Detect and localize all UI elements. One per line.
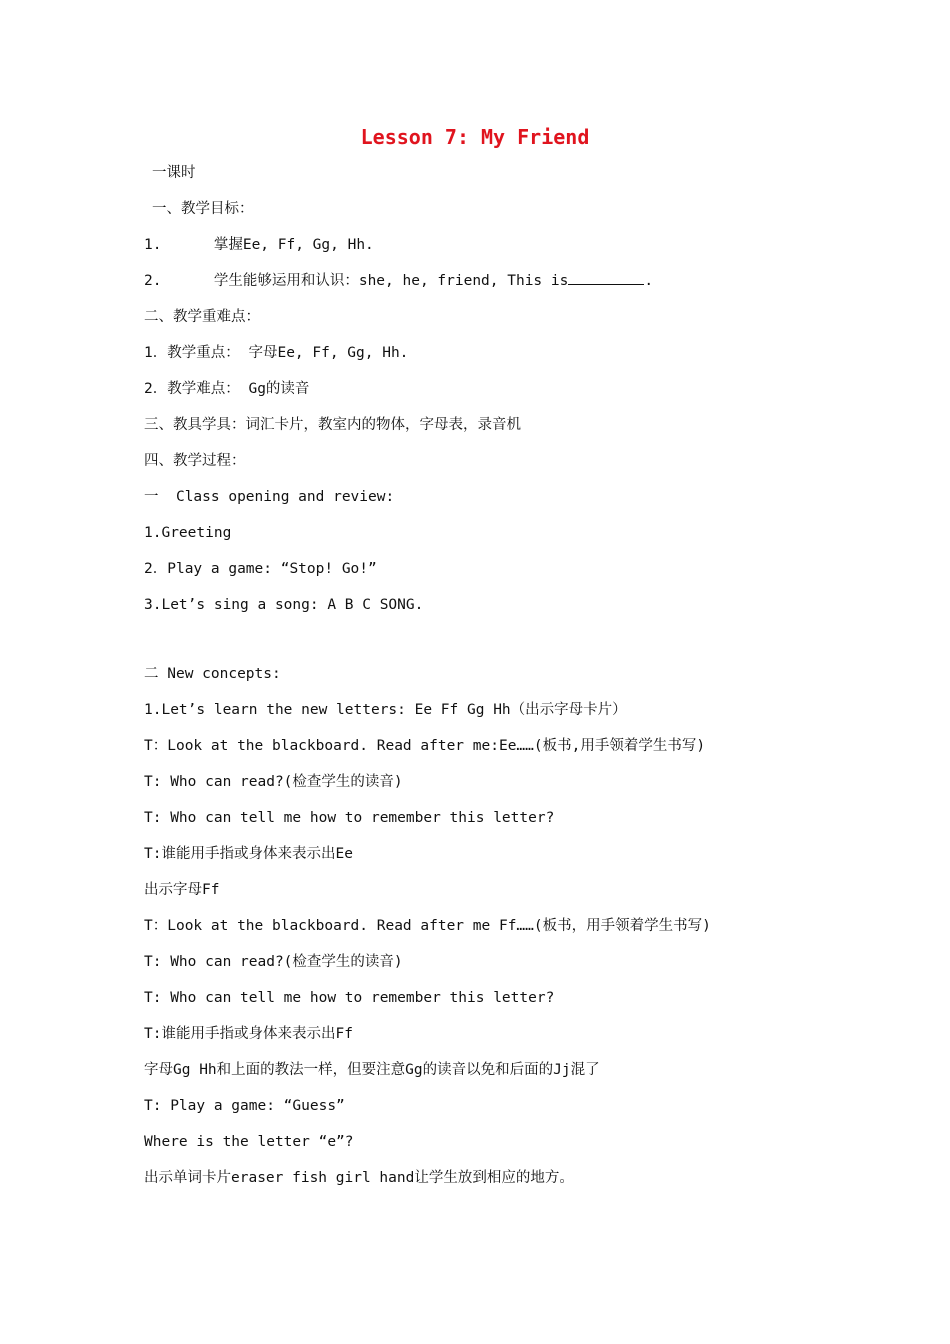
concept-line-3: T: Who can read?(检查学生的读音) — [144, 774, 403, 790]
opening-item-1: 1.Greeting — [144, 525, 232, 541]
goal-item-2-suffix: . — [644, 273, 654, 289]
concept-line-9: T: Who can tell me how to remember this letter? — [144, 990, 555, 1006]
goal-item-1: 1. 掌握Ee, Ff, Gg, Hh. — [144, 237, 374, 253]
opening-item-3: 3.Let’s sing a song: A B C SONG. — [144, 597, 424, 613]
section-heading-process: 四、教学过程： — [144, 453, 246, 469]
concept-line-11: 字母Gg Hh和上面的教法一样，但要注意Gg的读音以免和后面的Jj混了 — [144, 1062, 600, 1078]
focus-item-2: 2．教学难点： Gg的读音 — [144, 381, 310, 397]
focus-item-1: 1．教学重点： 字母Ee, Ff, Gg, Hh. — [144, 345, 409, 361]
lesson-title: Lesson 7: My Friend — [360, 125, 590, 149]
concept-line-7: T：Look at the blackboard. Read after me Ff……(板书，用手领着学生书写) — [144, 918, 711, 934]
concept-line-12: T: Play a game: “Guess” — [144, 1098, 345, 1114]
concept-line-14: 出示单词卡片eraser fish girl hand让学生放到相应的地方。 — [144, 1170, 574, 1186]
part-heading-opening: 一 Class opening and review: — [144, 489, 395, 505]
section-heading-goals: 一、教学目标： — [152, 201, 254, 217]
section-heading-focus: 二、教学重难点： — [144, 309, 260, 325]
section-heading-materials: 三、教具学具：词汇卡片，教室内的物体，字母表，录音机 — [144, 417, 521, 433]
concept-line-2: T：Look at the blackboard. Read after me:Ee……(板书,用手领着学生书写) — [144, 738, 706, 754]
goal-item-2-text: 2. 学生能够运用和认识：she, he, friend, This is — [144, 273, 569, 289]
part-heading-new-concepts: 二 New concepts: — [144, 666, 281, 682]
concept-line-13: Where is the letter “e”? — [144, 1134, 354, 1150]
concept-line-4: T: Who can tell me how to remember this letter? — [144, 810, 555, 826]
concept-line-5: T:谁能用手指或身体来表示出Ee — [144, 846, 353, 862]
lesson-period: 一课时 — [152, 165, 196, 181]
goal-item-2 — [144, 270, 653, 292]
concept-line-1: 1.Let’s learn the new letters: Ee Ff Gg Hh（出示字母卡片） — [144, 702, 627, 718]
concept-line-6: 出示字母Ff — [144, 882, 220, 898]
opening-item-2: 2．Play a game: “Stop! Go!” — [144, 561, 377, 577]
concept-line-8: T: Who can read?(检查学生的读音) — [144, 954, 403, 970]
fill-in-blank — [568, 270, 644, 285]
concept-line-10: T:谁能用手指或身体来表示出Ff — [144, 1026, 353, 1042]
